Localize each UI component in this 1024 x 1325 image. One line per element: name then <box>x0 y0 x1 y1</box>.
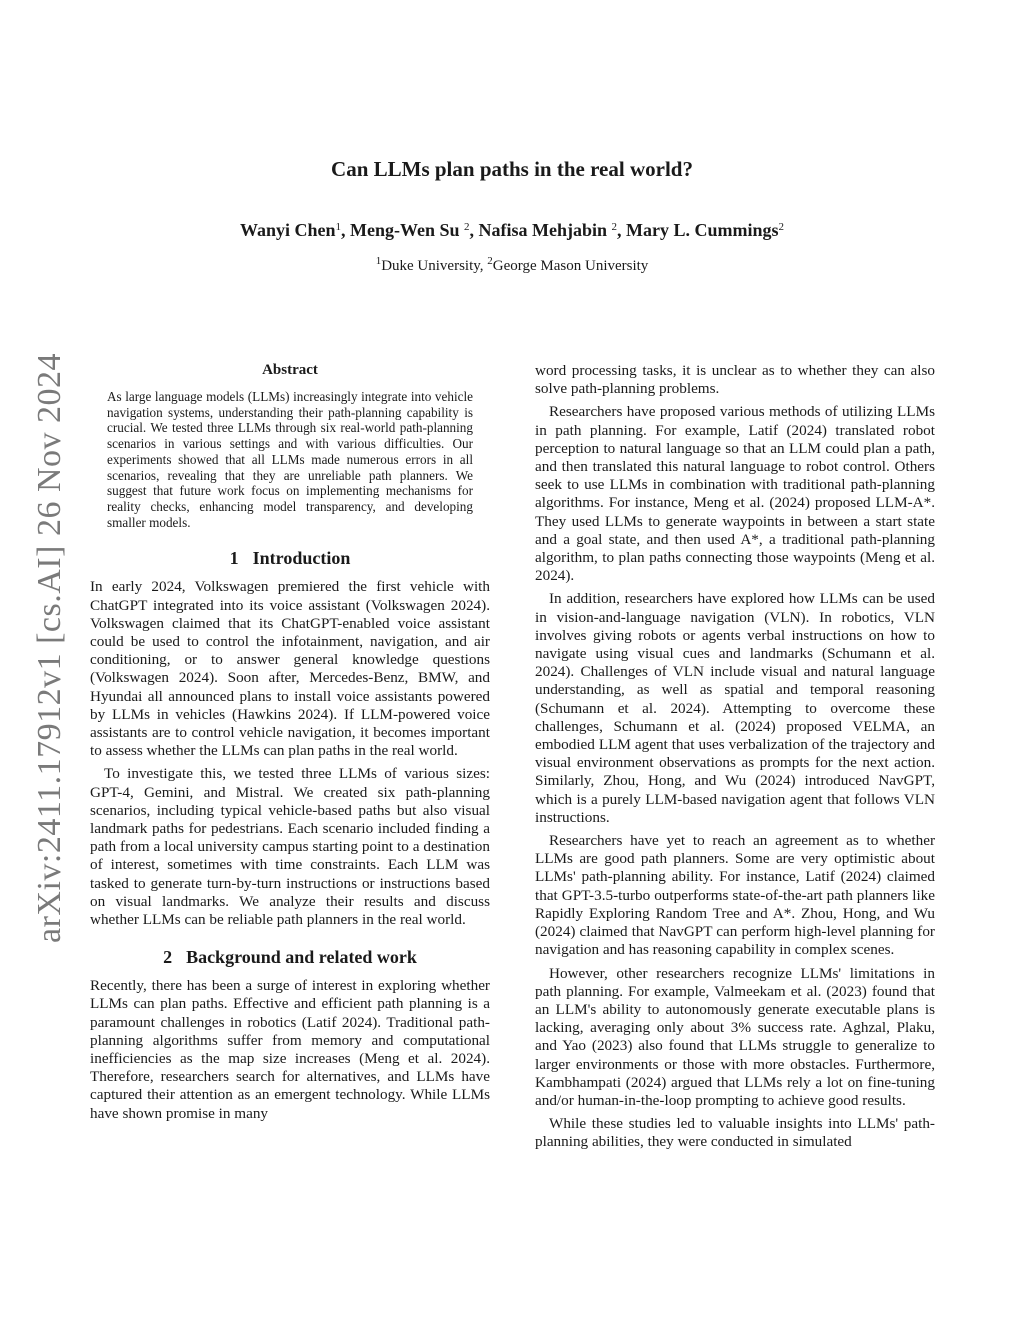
author-name: Nafisa Mehjabin <box>478 220 612 240</box>
paragraph: In addition, researchers have explored how LLMs can be used in vision-and-language navigation (VLN). In robotics, VLN involves giving robots or agents verbal instructions on how to navigate using visual cues and landmarks (Schumann et al. 2024). Challenges of VLN include visual and natural language understanding, as well as spatial and temporal reasoning (Schumann et al. 2024). Attempting to overcome these challenges, Schumann et al. (2024) proposed VELMA, an embodied LLM agent that uses verbalization of the trajectory and visual environment observations as prompts for the next action. Similarly, Zhou, Hong, and Wu (2024) introduced NavGPT, which is a purely LLM-based navigation agent that follows VLN instructions. <box>535 590 935 826</box>
abstract-text: As large language models (LLMs) increasingly integrate into vehicle navigation systems, understanding their path-planning capability is crucial. We tested three LLMs through six real-world path-planning scenarios in various settings and with various difficulties. Our experiments showed that all LLMs made numerous errors in all scenarios, revealing that they are unreliable path planners. We suggest that future work focus on implementing mechanisms for reality checks, enhancing model transparency, and developing smaller models. <box>107 389 473 530</box>
author-separator: , <box>469 220 479 240</box>
left-column <box>90 362 490 1123</box>
abstract-heading: Abstract <box>262 362 318 378</box>
section-title: Background and related work <box>186 947 417 968</box>
author-affiliation-marker: 2 <box>778 221 785 233</box>
paragraph: Researchers have proposed various methods of utilizing LLMs in path planning. For example, Latif (2024) translated robot perception to natural language so that an LLM could plan a path, and then translated this natural language to robot control. Others seek to use LLMs in combination with traditional path-planning algorithms. For instance, Meng et al. (2024) proposed LLM-A*. They used LLMs to generate waypoints in between a start state and a goal state, and then used A*, a traditional path-planning algorithm, to plan paths connecting those waypoints (Meng et al. 2024). <box>535 403 935 585</box>
paragraph: In early 2024, Volkswagen premiered the first vehicle with ChatGPT integrated into its voice assistant (Volkswagen 2024). Volkswagen claimed that its ChatGPT-enabled voice assistant could be used to control the infotainment, navigation, and air conditioning, or to answer general knowledge questions (Volkswagen 2024). Soon after, Mercedes-Benz, BMW, and Hyundai all announced plans to install voice assistants powered by LLMs in vehicles (Hawkins 2024). If LLM-powered voice assistants are to control vehicle navigation, it becomes important to assess whether the LLMs can plan paths in the real world. <box>90 578 490 760</box>
section-number: 2 <box>163 947 173 968</box>
author-affiliation-marker: 2 <box>611 221 618 233</box>
section-title: Introduction <box>252 548 351 569</box>
section-heading-background <box>90 947 490 968</box>
author-separator: , <box>341 220 350 240</box>
author-separator: , <box>617 220 627 240</box>
author-affiliation-marker: 2 <box>464 221 470 233</box>
paragraph: However, other researchers recognize LLMs' limitations in path planning. For example, Valmeekam et al. (2023) found that an LLM's ability to autonomously generate executable plans is lacking, averaging only about 3% success rate. Aghzal, Plaku, and Yao (2023) also found that LLMs struggle to generalize to larger environments or those with more obstacles. Furthermore, Kambhampati (2024) argued that LLMs rely a lot on fine-tuning and/or human-in-the-loop prompting to achieve good results. <box>535 964 935 1109</box>
paper-title: Can LLMs plan paths in the real world? <box>331 157 693 181</box>
section-heading-introduction <box>90 548 490 569</box>
author-affiliation-marker: 1 <box>335 221 341 233</box>
paragraph: Recently, there has been a surge of interest in exploring whether LLMs can plan paths. Effective and efficient path planning is a paramount challenges in robotics (Latif 2024). Traditional path-planning algorithms suffer from memory and computational inefficiencies as the map size increases (Meng et al. 2024). Therefore, researchers search for alternatives, and LLMs have captured their attention as an emergent technology. While LLMs have shown promise in many <box>90 977 490 1122</box>
affiliations <box>0 255 1024 275</box>
affiliation-separator: , <box>479 258 488 274</box>
paragraph: While these studies led to valuable insights into LLMs' path-planning abilities, they were conducted in simulated <box>535 1115 935 1151</box>
author-list <box>0 220 1024 241</box>
section-number: 1 <box>229 548 239 569</box>
author-name: Mary L. Cummings <box>626 220 779 240</box>
affiliation-marker: 2 <box>487 255 493 267</box>
right-column <box>535 362 935 1152</box>
affiliation-marker: 1 <box>375 255 382 267</box>
paragraph: word processing tasks, it is unclear as to whether they can also solve path-planning problems. <box>535 362 935 398</box>
author-name: Wanyi Chen <box>239 220 336 240</box>
author-name: Meng-Wen Su <box>350 220 465 240</box>
paragraph: Researchers have yet to reach an agreement as to whether LLMs are good path planners. Some are very optimistic about LLMs' path-planning ability. For instance, Latif (2024) claimed that GPT-3.5-turbo outperforms state-of-the-art path planners like Rapidly Exploring Random Tree and A*. Zhou, Hong, and Wu (2024) claimed that NavGPT can perform high-level planning for navigation and has reasoning capability in complex scenes. <box>535 832 935 959</box>
arxiv-identifier: arXiv:2411.17912v1 [cs.AI] 26 Nov 2024 <box>31 353 68 943</box>
affiliation-name: George Mason University <box>492 258 649 274</box>
affiliation-name: Duke University <box>381 258 480 274</box>
paragraph: To investigate this, we tested three LLMs of various sizes: GPT-4, Gemini, and Mistral. We created six path-planning scenarios, including typical vehicle-based paths but also visual landmark paths for pedestrians. Each scenario included finding a path from a local university campus starting point to a destination of interest, sometimes with time constraints. Each LLM was tasked to generate turn-by-turn instructions or instructions based on visual landmarks. We analyze their results and discuss whether LLMs can be reliable path planners in the real world. <box>90 765 490 928</box>
